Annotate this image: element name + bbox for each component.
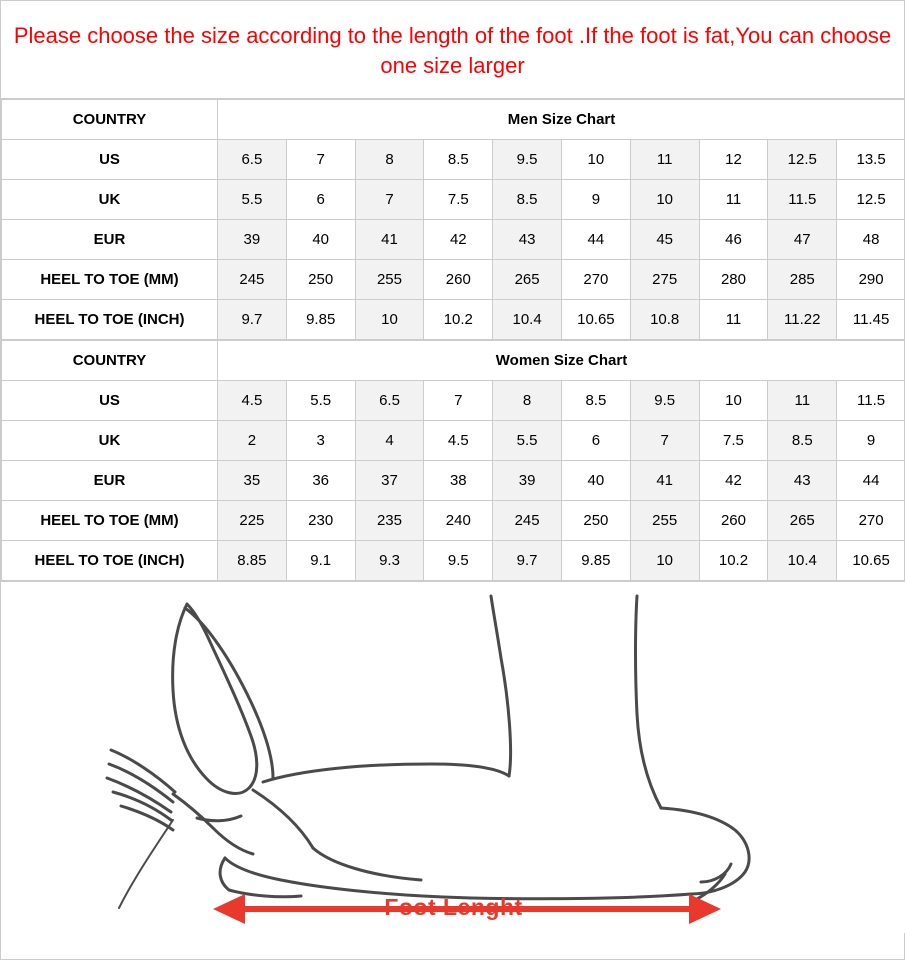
cell-heel-inch-men-0: 9.7 xyxy=(218,300,287,340)
cell-heel-inch-men-4: 10.4 xyxy=(493,300,562,340)
cell-eur-women-1: 36 xyxy=(286,461,355,501)
cell-eur-women-6: 41 xyxy=(630,461,699,501)
cell-heel-inch-women-5: 9.85 xyxy=(561,541,630,581)
cell-heel-inch-women-2: 9.3 xyxy=(355,541,424,581)
cell-eur-men-1: 40 xyxy=(286,220,355,260)
row-label-uk-men: UK xyxy=(2,180,218,220)
cell-heel-inch-women-0: 8.85 xyxy=(218,541,287,581)
cell-heel-inch-women-6: 10 xyxy=(630,541,699,581)
cell-heel-inch-men-2: 10 xyxy=(355,300,424,340)
cell-uk-women-0: 2 xyxy=(218,421,287,461)
cell-heel-mm-women-5: 250 xyxy=(561,501,630,541)
cell-uk-women-1: 3 xyxy=(286,421,355,461)
cell-eur-women-8: 43 xyxy=(768,461,837,501)
cell-heel-inch-women-4: 9.7 xyxy=(493,541,562,581)
cell-us-men-5: 10 xyxy=(561,140,630,180)
cell-uk-women-3: 4.5 xyxy=(424,421,493,461)
men-size-chart-table xyxy=(1,99,905,340)
cell-us-men-6: 11 xyxy=(630,140,699,180)
row-label-us-women: US xyxy=(2,381,218,421)
row-label-eur-women: EUR xyxy=(2,461,218,501)
table-row xyxy=(2,421,905,461)
cell-eur-men-4: 43 xyxy=(493,220,562,260)
cell-us-men-3: 8.5 xyxy=(424,140,493,180)
table-row xyxy=(2,140,905,180)
cell-us-men-0: 6.5 xyxy=(218,140,287,180)
cell-heel-mm-women-4: 245 xyxy=(493,501,562,541)
cell-us-women-7: 10 xyxy=(699,381,768,421)
cell-heel-mm-men-7: 280 xyxy=(699,260,768,300)
foot-outline-paths xyxy=(107,596,749,908)
cell-eur-men-9: 48 xyxy=(837,220,905,260)
foot-length-diagram xyxy=(1,581,905,933)
cell-heel-mm-men-6: 275 xyxy=(630,260,699,300)
cell-uk-men-9: 12.5 xyxy=(837,180,905,220)
cell-eur-men-8: 47 xyxy=(768,220,837,260)
foot-length-caption: Foot Lenght xyxy=(384,894,523,920)
cell-us-men-8: 12.5 xyxy=(768,140,837,180)
cell-heel-inch-women-1: 9.1 xyxy=(286,541,355,581)
cell-us-men-9: 13.5 xyxy=(837,140,905,180)
cell-uk-men-3: 7.5 xyxy=(424,180,493,220)
cell-eur-women-4: 39 xyxy=(493,461,562,501)
cell-eur-men-6: 45 xyxy=(630,220,699,260)
cell-heel-inch-women-7: 10.2 xyxy=(699,541,768,581)
cell-us-women-4: 8 xyxy=(493,381,562,421)
cell-heel-inch-men-9: 11.45 xyxy=(837,300,905,340)
row-label-us-men: US xyxy=(2,140,218,180)
row-label-heel-mm-men: HEEL TO TOE (MM) xyxy=(2,260,218,300)
table-row xyxy=(2,381,905,421)
cell-uk-men-5: 9 xyxy=(561,180,630,220)
cell-heel-mm-women-2: 235 xyxy=(355,501,424,541)
women-size-chart-table xyxy=(1,340,905,581)
cell-heel-inch-men-8: 11.22 xyxy=(768,300,837,340)
cell-us-men-4: 9.5 xyxy=(493,140,562,180)
cell-eur-women-9: 44 xyxy=(837,461,905,501)
cell-uk-women-4: 5.5 xyxy=(493,421,562,461)
cell-heel-inch-men-3: 10.2 xyxy=(424,300,493,340)
men-chart-title: Men Size Chart xyxy=(218,100,905,140)
cell-eur-women-3: 38 xyxy=(424,461,493,501)
cell-eur-men-3: 42 xyxy=(424,220,493,260)
row-label-eur-men: EUR xyxy=(2,220,218,260)
cell-heel-mm-women-3: 240 xyxy=(424,501,493,541)
cell-heel-mm-women-0: 225 xyxy=(218,501,287,541)
table-row xyxy=(2,220,905,260)
cell-eur-men-5: 44 xyxy=(561,220,630,260)
cell-heel-inch-women-9: 10.65 xyxy=(837,541,905,581)
cell-heel-mm-men-0: 245 xyxy=(218,260,287,300)
cell-heel-inch-men-7: 11 xyxy=(699,300,768,340)
cell-heel-mm-men-9: 290 xyxy=(837,260,905,300)
cell-eur-women-7: 42 xyxy=(699,461,768,501)
table-row xyxy=(2,300,905,340)
cell-us-women-9: 11.5 xyxy=(837,381,905,421)
women-chart-title: Women Size Chart xyxy=(218,341,905,381)
country-label-women: COUNTRY xyxy=(2,341,218,381)
table-header-row xyxy=(2,100,905,140)
table-row xyxy=(2,501,905,541)
cell-us-women-0: 4.5 xyxy=(218,381,287,421)
cell-uk-men-1: 6 xyxy=(286,180,355,220)
row-label-heel-inch-women: HEEL TO TOE (INCH) xyxy=(2,541,218,581)
cell-uk-men-4: 8.5 xyxy=(493,180,562,220)
cell-heel-inch-men-5: 10.65 xyxy=(561,300,630,340)
cell-us-women-8: 11 xyxy=(768,381,837,421)
row-label-heel-inch-men: HEEL TO TOE (INCH) xyxy=(2,300,218,340)
cell-uk-men-0: 5.5 xyxy=(218,180,287,220)
cell-eur-men-2: 41 xyxy=(355,220,424,260)
cell-heel-inch-men-6: 10.8 xyxy=(630,300,699,340)
row-label-uk-women: UK xyxy=(2,421,218,461)
cell-heel-mm-women-6: 255 xyxy=(630,501,699,541)
table-row xyxy=(2,461,905,501)
cell-heel-mm-men-8: 285 xyxy=(768,260,837,300)
cell-eur-women-0: 35 xyxy=(218,461,287,501)
cell-heel-mm-women-1: 230 xyxy=(286,501,355,541)
table-row xyxy=(2,260,905,300)
cell-eur-men-7: 46 xyxy=(699,220,768,260)
cell-uk-men-6: 10 xyxy=(630,180,699,220)
cell-heel-mm-women-7: 260 xyxy=(699,501,768,541)
cell-heel-mm-women-9: 270 xyxy=(837,501,905,541)
cell-heel-mm-men-3: 260 xyxy=(424,260,493,300)
cell-heel-mm-men-1: 250 xyxy=(286,260,355,300)
cell-heel-mm-women-8: 265 xyxy=(768,501,837,541)
table-row xyxy=(2,541,905,581)
cell-uk-men-7: 11 xyxy=(699,180,768,220)
cell-eur-women-5: 40 xyxy=(561,461,630,501)
cell-heel-mm-men-2: 255 xyxy=(355,260,424,300)
cell-us-women-3: 7 xyxy=(424,381,493,421)
cell-heel-mm-men-4: 265 xyxy=(493,260,562,300)
cell-heel-inch-men-1: 9.85 xyxy=(286,300,355,340)
cell-uk-women-7: 7.5 xyxy=(699,421,768,461)
cell-uk-women-2: 4 xyxy=(355,421,424,461)
cell-us-men-2: 8 xyxy=(355,140,424,180)
cell-uk-men-8: 11.5 xyxy=(768,180,837,220)
cell-us-women-5: 8.5 xyxy=(561,381,630,421)
cell-eur-women-2: 37 xyxy=(355,461,424,501)
cell-eur-men-0: 39 xyxy=(218,220,287,260)
table-header-row xyxy=(2,341,905,381)
cell-heel-inch-women-3: 9.5 xyxy=(424,541,493,581)
cell-us-women-2: 6.5 xyxy=(355,381,424,421)
table-row xyxy=(2,180,905,220)
cell-us-women-1: 5.5 xyxy=(286,381,355,421)
cell-us-women-6: 9.5 xyxy=(630,381,699,421)
cell-heel-inch-women-8: 10.4 xyxy=(768,541,837,581)
cell-uk-women-5: 6 xyxy=(561,421,630,461)
cell-uk-women-6: 7 xyxy=(630,421,699,461)
foot-outline-svg xyxy=(1,582,905,934)
row-label-heel-mm-women: HEEL TO TOE (MM) xyxy=(2,501,218,541)
cell-us-men-1: 7 xyxy=(286,140,355,180)
country-label-men: COUNTRY xyxy=(2,100,218,140)
notice-text: Please choose the size according to the length of the foot .If the foot is fat,You can choose one size larger xyxy=(1,1,904,99)
cell-heel-mm-men-5: 270 xyxy=(561,260,630,300)
cell-uk-women-8: 8.5 xyxy=(768,421,837,461)
cell-uk-men-2: 7 xyxy=(355,180,424,220)
cell-uk-women-9: 9 xyxy=(837,421,905,461)
cell-us-men-7: 12 xyxy=(699,140,768,180)
